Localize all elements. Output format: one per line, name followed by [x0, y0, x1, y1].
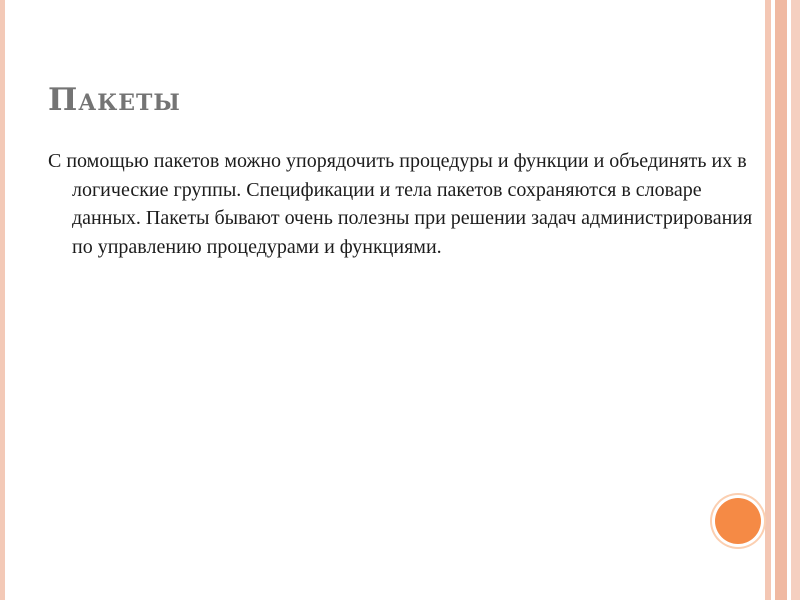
right-border-stripe — [791, 0, 800, 600]
right-border-stripe — [775, 0, 787, 600]
slide-body-text: С помощью пакетов можно упорядочить процедуры и функции и объединять их в логические группы. Спецификации и тела пакетов сохраняются в словаре данных. Пакеты бывают очень полезны при решении задач администрирования по управлению процедурами и функциями. — [48, 150, 753, 258]
slide-title: Пакеты — [48, 82, 181, 118]
accent-circle-decoration — [715, 498, 761, 544]
left-border-decoration — [0, 0, 5, 600]
